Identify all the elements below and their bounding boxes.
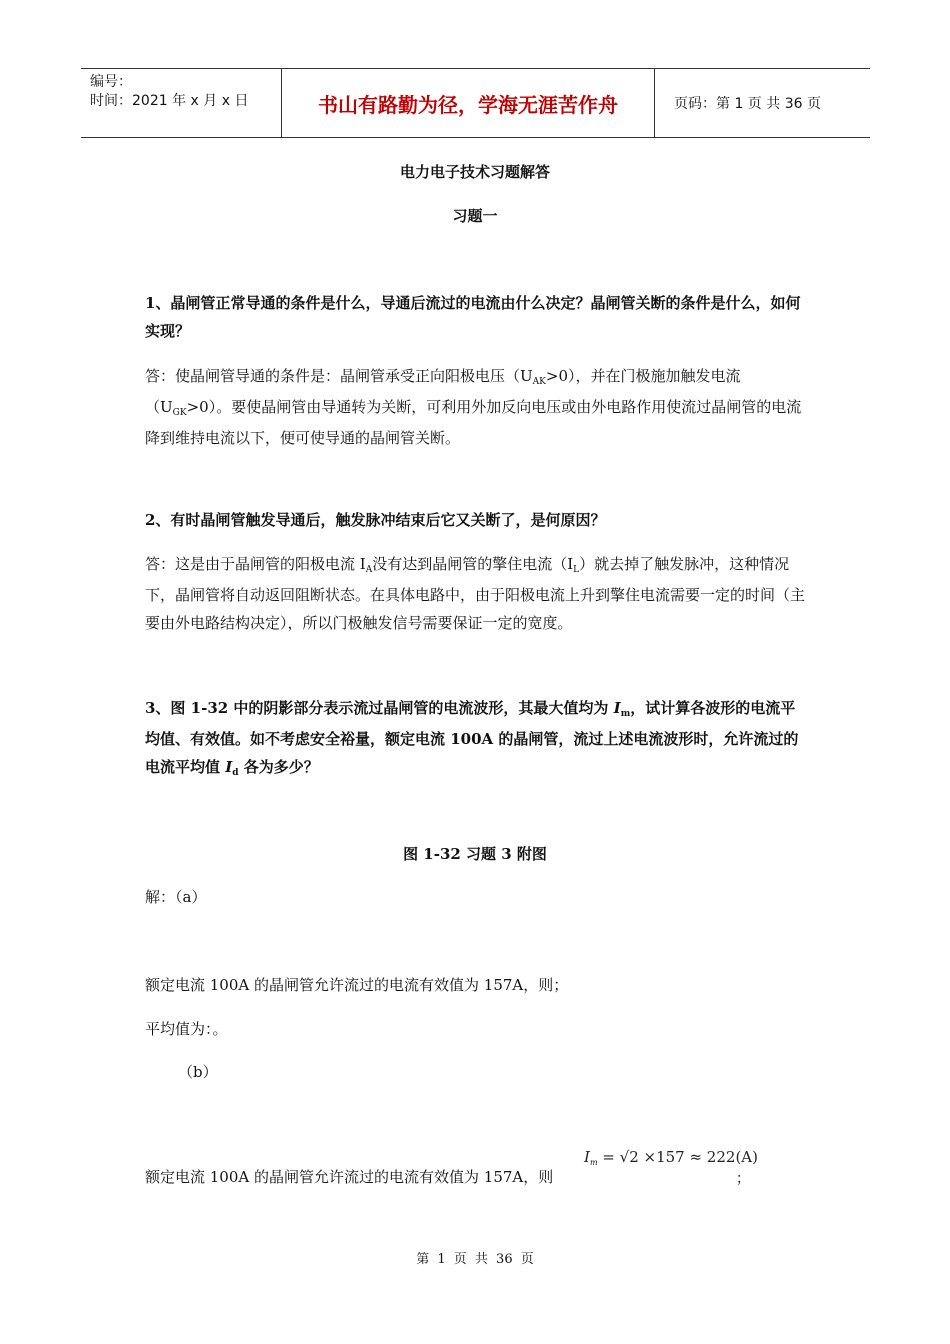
question-1: 1、晶闸管正常导通的条件是什么，导通后流过的电流由什么决定？晶闸管关断的条件是什么，如何实现？ (145, 294, 801, 340)
solution-b-label: （b） (178, 1063, 218, 1081)
header-table (81, 68, 870, 138)
doc-subtitle: 习题一 (452, 207, 498, 225)
page-footer: 第 1 页 共 36 页 (416, 1252, 534, 1267)
figure-caption: 图 1-32 习题 3 附图 (403, 845, 547, 863)
answer-2: 答：这是由于晶闸管的阳极电流 $I_A$没有达到晶闸管的擎住电流$(I_L)$就去掉了触发脉冲，这种情况下，晶闸管将自动返回阻断状态。在具体电路中，由于阳极电流上升到擎住电流需要一定的时间（主要由外电路结构决定），所以门极触发信号需要保证一定的宽度。 (145, 555, 806, 632)
question-3: 3、图 1-32 中的阴影部分表示流过晶闸管的电流波形，其最大值均为 $I_m$，试计算各波形的电流平均值、有效值。如不考虑安全裕量，额定电流 100A 的晶闸管，流过上述电流波形时，允许流过的电流平均值 $I_d$ 各为多少？ (145, 699, 799, 778)
header-motto: 书山有路勤为径，学海无涯苦作舟 (281, 69, 655, 137)
solution-a-label: 解：（a） (145, 888, 207, 906)
solution-a-line2: 平均值为：。 (145, 1020, 228, 1038)
doc-title: 电力电子技术习题解答 (399, 163, 550, 181)
header-page-info (664, 69, 870, 137)
solution-b-line1: 额定电流 100A 的晶闸管允许流过的电流有效值为 157A，则 (145, 1168, 554, 1186)
formula-im: $I_m = √2 \times 157 \approx 222(A)$ (584, 1148, 758, 1167)
answer-1: 答：使晶闸管导通的条件是：晶闸管承受正向阳极电压$(U_{AK}>0)$，并在门极施加触发电流$(U_{GK}>0)$。要使晶闸管由导通转为关断，可利用外加反向电压或由外电路作用使流过晶闸管的电流降到维持电流以下，便可使导通的晶闸管关断。 (145, 367, 802, 447)
page-info-text: 页码：第 1 页 共 36 页 (674, 96, 821, 112)
formula-semicolon: ； (736, 1171, 750, 1187)
number-label: 编号： (90, 74, 132, 90)
date-label: 时间：2021 年 x 月 x 日 (90, 93, 249, 109)
question-2: 2、有时晶闸管触发导通后，触发脉冲结束后它又关断了，是何原因？ (145, 511, 606, 529)
solution-a-line1: 额定电流 100A 的晶闸管允许流过的电流有效值为 157A，则； (145, 976, 569, 994)
header-meta (81, 69, 281, 137)
